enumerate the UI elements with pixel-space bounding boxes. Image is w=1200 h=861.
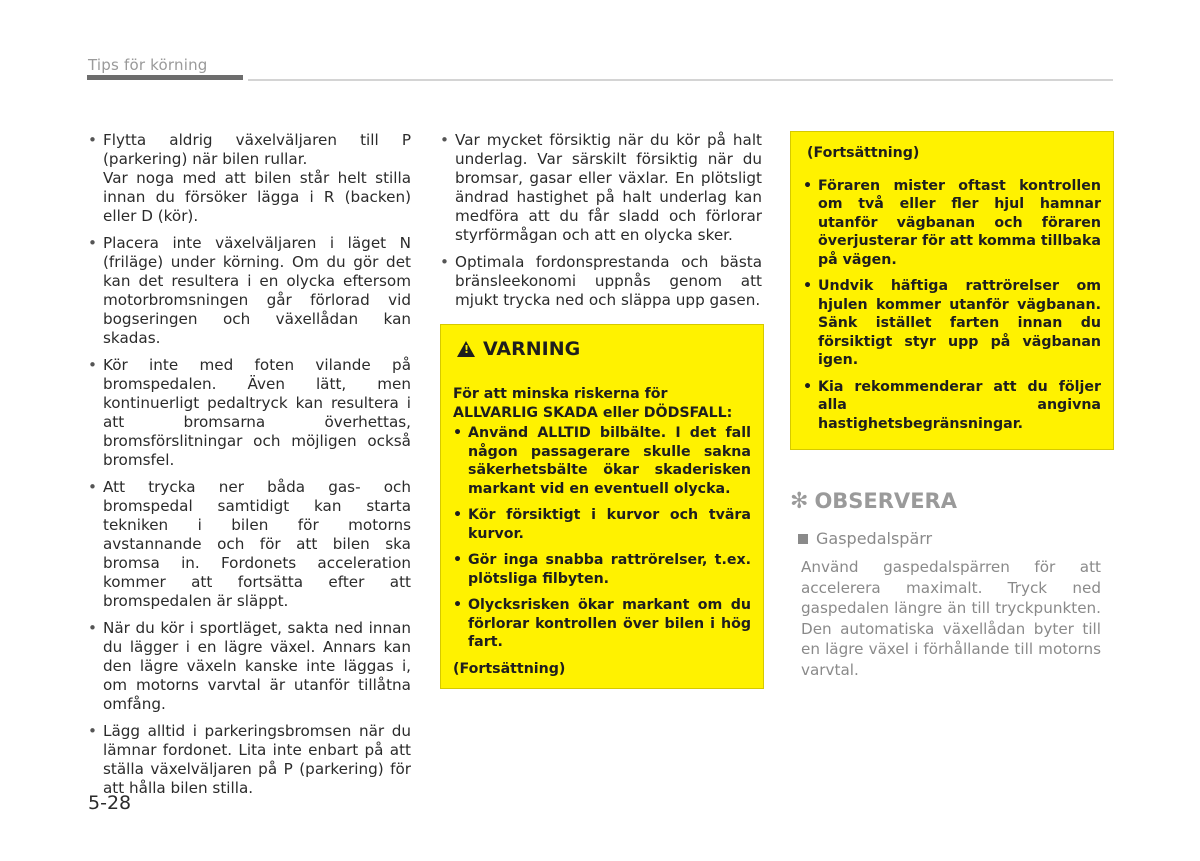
continued-label: (Fortsättning) — [453, 660, 566, 677]
warning-item — [453, 596, 751, 652]
bullet-dot: • — [803, 177, 813, 194]
column-2 — [440, 131, 762, 689]
list-item — [440, 253, 762, 310]
warning-title — [457, 337, 751, 361]
warning-item-text: Kia rekommenderar att du följer alla angivna hastighetsbegränsningar. — [818, 378, 1101, 432]
warning-item — [453, 551, 751, 588]
header-rule-dark — [87, 75, 243, 80]
warning-item — [453, 424, 751, 498]
observe-title: OBSERVERA — [814, 489, 957, 513]
bullet-dot: • — [453, 507, 463, 523]
warning-box — [440, 324, 764, 689]
column-1 — [88, 131, 411, 806]
bullet-dot: • — [440, 253, 449, 271]
square-bullet-icon — [798, 534, 808, 544]
continued-heading: (Fortsättning) — [807, 145, 920, 161]
paragraph: Placera inte växelväljaren i läget N (friläge) under körning. Om du gör det kan det resultera i en olycka eftersom motorbromsningen går förlorad vid bogseringen och växellådan kan skadas. — [103, 234, 411, 347]
warning-item-text: Olycksrisken ökar markant om du förlorar kontrollen över bilen i hög fart. — [468, 597, 751, 650]
bullet-dot: • — [88, 619, 97, 637]
bullet-dot: • — [88, 478, 97, 496]
paragraph: Flytta aldrig växelväljaren till P (parkering) när bilen rullar. — [103, 131, 411, 168]
page-number: 5-28 — [88, 792, 132, 814]
warning-item — [803, 277, 1101, 370]
warning-triangle-icon: ! — [457, 341, 475, 357]
paragraph: Kör inte med foten vilande på bromspedalen. Även lätt, men kontinuerligt pedaltryck kan resultera i att bromsarna överhettas, bromsförslitningar och möjligen också bromsfel. — [103, 356, 411, 469]
warning-continued-box — [790, 131, 1114, 450]
bullet-dot: • — [803, 378, 813, 395]
warning-item-text: Föraren mister oftast kontrollen om två eller fler hjul hamnar utanför vägbanan och föraren överjusterar för att komma tillbaka på vägen. — [818, 177, 1101, 268]
list-item — [88, 722, 411, 798]
warning-item-text: Kör försiktigt i kurvor och tvära kurvor. — [468, 507, 751, 542]
paragraph: Var mycket försiktig när du kör på halt underlag. Var särskilt försiktig när du bromsar, gasar eller växlar. En plötsligt ändrad hastighet på halt underlag kan medföra att du får sladd och förlorar styrförmågan och att en olycka sker. — [455, 131, 762, 244]
section-title: Tips för körning — [88, 56, 208, 74]
bullet-dot: • — [88, 356, 97, 374]
observe-subheading-text: Gaspedalspärr — [816, 529, 933, 548]
bullet-dot: • — [453, 597, 463, 613]
asterisk-icon: ✻ — [790, 489, 809, 514]
warning-item — [453, 506, 751, 543]
list-item — [440, 131, 762, 245]
paragraph: Lägg alltid i parkeringsbromsen när du lämnar fordonet. Lita inte enbart på att ställa växelväljaren på P (parkering) för att hålla bilen stilla. — [103, 722, 411, 797]
list-item — [88, 234, 411, 348]
list-item — [88, 619, 411, 714]
bullet-dot: • — [440, 131, 449, 149]
warning-item-text: Undvik häftiga rattrörelser om hjulen kommer utanför vägbanan. Sänk istället farten innan du försiktigt styr upp på vägbanan igen. — [818, 278, 1101, 368]
warning-item-text: Använd ALLTID bilbälte. I det fall någon passagerare skulle sakna säkerhetsbälte ökar skaderisken markant vid en eventuell olycka. — [468, 425, 751, 497]
warning-item — [803, 378, 1101, 434]
bullet-dot: • — [88, 234, 97, 252]
list-item — [88, 478, 411, 611]
warning-item-text: Gör inga snabba rattrörelser, t.ex. plötsliga filbyten. — [468, 552, 751, 587]
paragraph: När du kör i sportläget, sakta ned innan du lägger i en lägre växel. Annars kan den lägre växeln kanske inte läggas i, om motorns varvtal är utanför tillåtna omfång. — [103, 619, 411, 713]
observe-heading — [790, 489, 1113, 514]
paragraph: Optimala fordonsprestanda och bästa bränsleekonomi uppnås genom att mjukt trycka ned och släppa upp gasen. — [455, 253, 762, 309]
header-rule-light — [248, 79, 1113, 81]
warning-title-text: VARNING — [483, 338, 581, 360]
paragraph: Var noga med att bilen står helt stilla innan du försöker lägga i R (backen) eller D (kör). — [103, 169, 411, 225]
paragraph: Att trycka ner båda gas- och bromspedal samtidigt kan starta tekniken i bilen för motorns avstannande och för att bilen ska bromsa in. Fordonets acceleration kommer att fortsätta efter att bromspedalen är släppt. — [103, 478, 411, 610]
observe-body: Använd gaspedalspärren för att accelerera maximalt. Tryck ned gaspedalen längre än till tryckpunkten. Den automatiska växellådan byter till en lägre växel i förhållande till motorns varvtal. — [801, 558, 1101, 679]
bullet-dot: • — [453, 425, 463, 441]
observe-subheading — [790, 529, 1113, 548]
column-3 — [790, 131, 1113, 680]
list-item — [88, 356, 411, 470]
bullet-dot: • — [88, 131, 97, 149]
list-item — [88, 131, 411, 226]
warning-item — [803, 177, 1101, 270]
bullet-dot: • — [453, 552, 463, 568]
bullet-dot: • — [803, 278, 813, 294]
warning-intro: För att minska riskerna för ALLVARLIG SKADA eller DÖDSFALL: — [453, 386, 733, 421]
bullet-dot: • — [88, 722, 97, 740]
